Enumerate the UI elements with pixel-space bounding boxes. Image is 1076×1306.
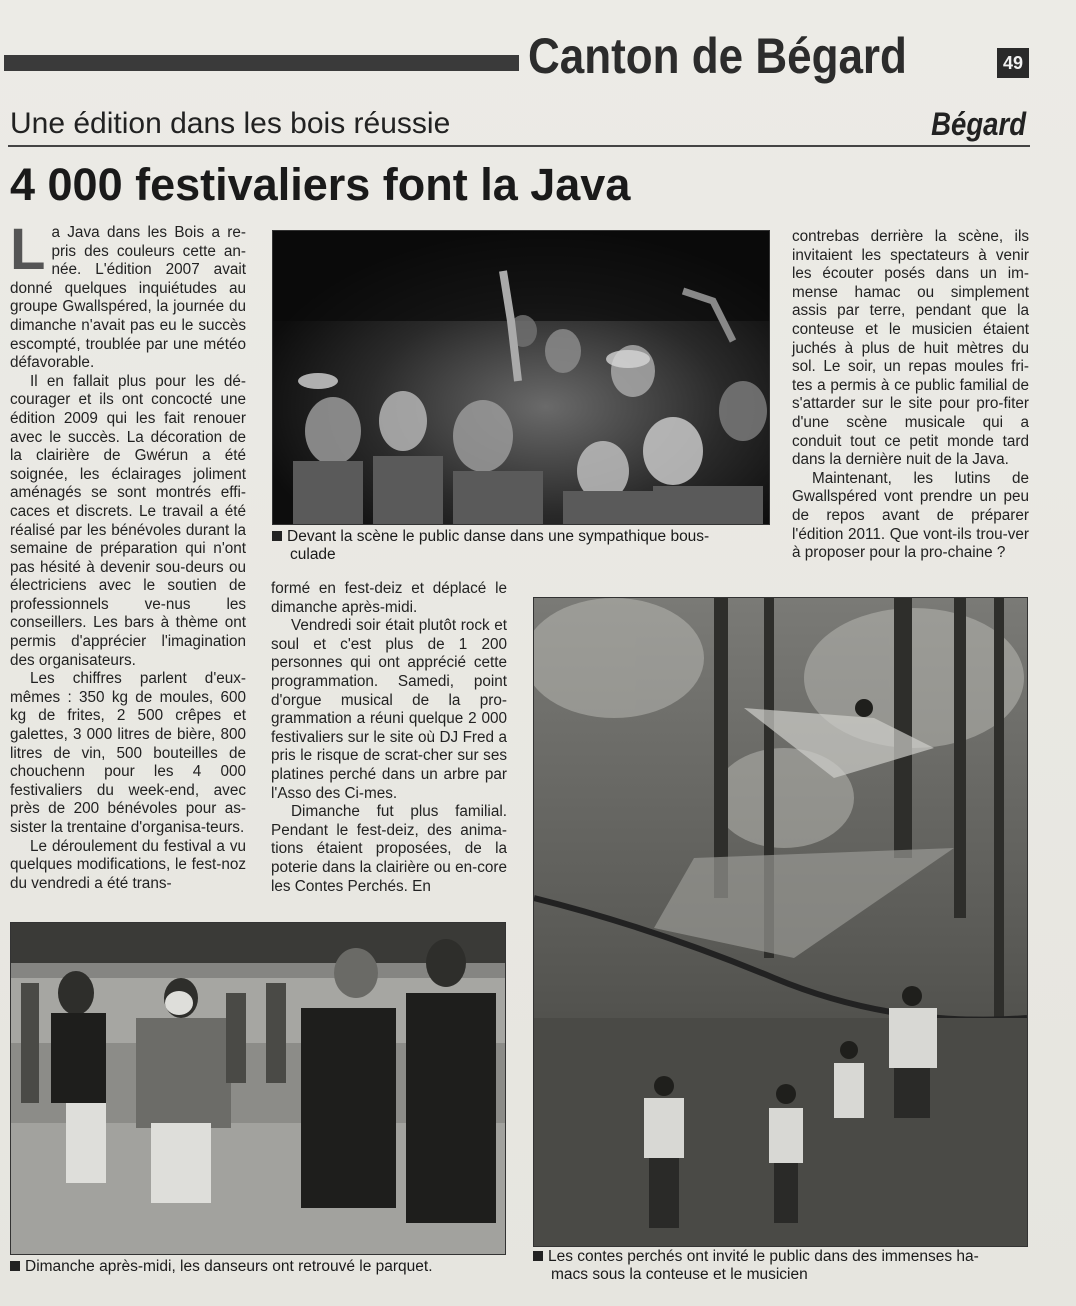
article-kicker: Une édition dans les bois réussie xyxy=(10,107,451,140)
drop-cap: L xyxy=(10,217,46,282)
sunday-dancers-photo xyxy=(10,922,506,1255)
section-title: Canton de Bégard xyxy=(528,28,907,84)
forest-hammock-photo xyxy=(533,597,1028,1247)
paragraph: contrebas derrière la scène, ils invitaient les spectateurs à venir les écouter posés dans un im-mense hamac ou simplement assis par terre, pendant que la conteuse et le musicien étaient juchés à plus de huit mètres du sol. Le soir, un repas moules fri-tes a permis à ce public familial de s'attarder sur le site pour pro-fiter d'une scène musicale qui a conduit tout ce petit monde tard dans la dernière nuit de la Java. xyxy=(792,228,1029,469)
paragraph: Les chiffres parlent d'eux-mêmes : 350 kg de moules, 600 kg de frites, 2 500 crêpes et galettes, 3 000 litres de bière, 800 litres de vin, 500 bouteilles de chouchenn pour les 4 000 festivaliers du week-end, avec près de 200 bénévoles pour as-sister la trentaine d'organisa-teurs. xyxy=(10,670,246,836)
page-number-badge: 49 xyxy=(997,48,1029,78)
paragraph: Il en fallait plus pour les dé-courager et ils ont concocté une édition 2009 qui les fait renouer avec le succès. La décoration de la clairière de Gwérun a été soignée, les éclairages joliment aménagés se sont montrés effi-caces et discrets. Le travail a été réalisé par les bénévoles durant la semaine de préparation qui n'ont pas hésité à devenir sou-deurs ou électriciens avec le soutien de professionnels ve-nus les conseillers. Les bars à thème ont permis d'apprécier l'imagination des organisateurs. xyxy=(10,372,246,669)
paragraph: La Java dans les Bois a re-pris des couleurs cette an-née. L'édition 2007 avait donné quelques inquiétudes au groupe Gwallspéred, la journée du dimanche n'avait pas eu le succès escompté, troublée par une météo défavorable. xyxy=(10,217,246,372)
article-locality: Bégard xyxy=(931,106,1026,142)
crowd-dancing-photo xyxy=(272,230,770,525)
paragraph: formé en fest-deiz et déplacé le dimanche après-midi. xyxy=(271,580,507,616)
paragraph: Maintenant, les lutins de Gwallspéred vont prendre un peu de repos avant de préparer l'édition 2011. Que vont-ils trou-ver à proposer pour la pro-chaine ? xyxy=(792,469,1029,562)
paragraph: Vendredi soir était plutôt rock et soul et c'est plus de 1 200 personnes qui ont apprécié cette programmation. Samedi, point d'orgue musical de la pro-grammation a réuni quelque 2 000 festivaliers sur le site où DJ Fred a pris le risque de scrat-cher sur ses platines perché dans un arbre par l'Asso des Ci-mes. xyxy=(271,617,507,802)
caption-square-icon xyxy=(533,1251,543,1261)
caption-square-icon xyxy=(10,1261,20,1271)
dance-photo-caption: Dimanche après-midi, les danseurs ont retrouvé le parquet. xyxy=(10,1258,510,1280)
article-column-3 xyxy=(792,228,1029,588)
caption-square-icon xyxy=(272,531,282,541)
kicker-divider xyxy=(8,145,1030,147)
article-column-2 xyxy=(271,580,507,915)
paragraph: Le déroulement du festival a vu quelques modifications, le fest-noz du vendredi a été trans- xyxy=(10,837,246,892)
article-column-1 xyxy=(10,217,246,914)
crowd-photo-caption: Devant la scène le public danse dans une sympathique bous- culade xyxy=(272,528,772,566)
paragraph: Dimanche fut plus familial. Pendant le fest-deiz, des anima-tions étaient proposées, de la poterie dans la clairière ou en-core les Contes Perchés. En xyxy=(271,803,507,895)
forest-photo-caption: Les contes perchés ont invité le public dans des immenses ha- macs sous la conteuse et le musicien xyxy=(533,1248,1028,1288)
article-headline: 4 000 festivaliers font la Java xyxy=(10,159,631,210)
header-rule-bar xyxy=(4,55,519,71)
